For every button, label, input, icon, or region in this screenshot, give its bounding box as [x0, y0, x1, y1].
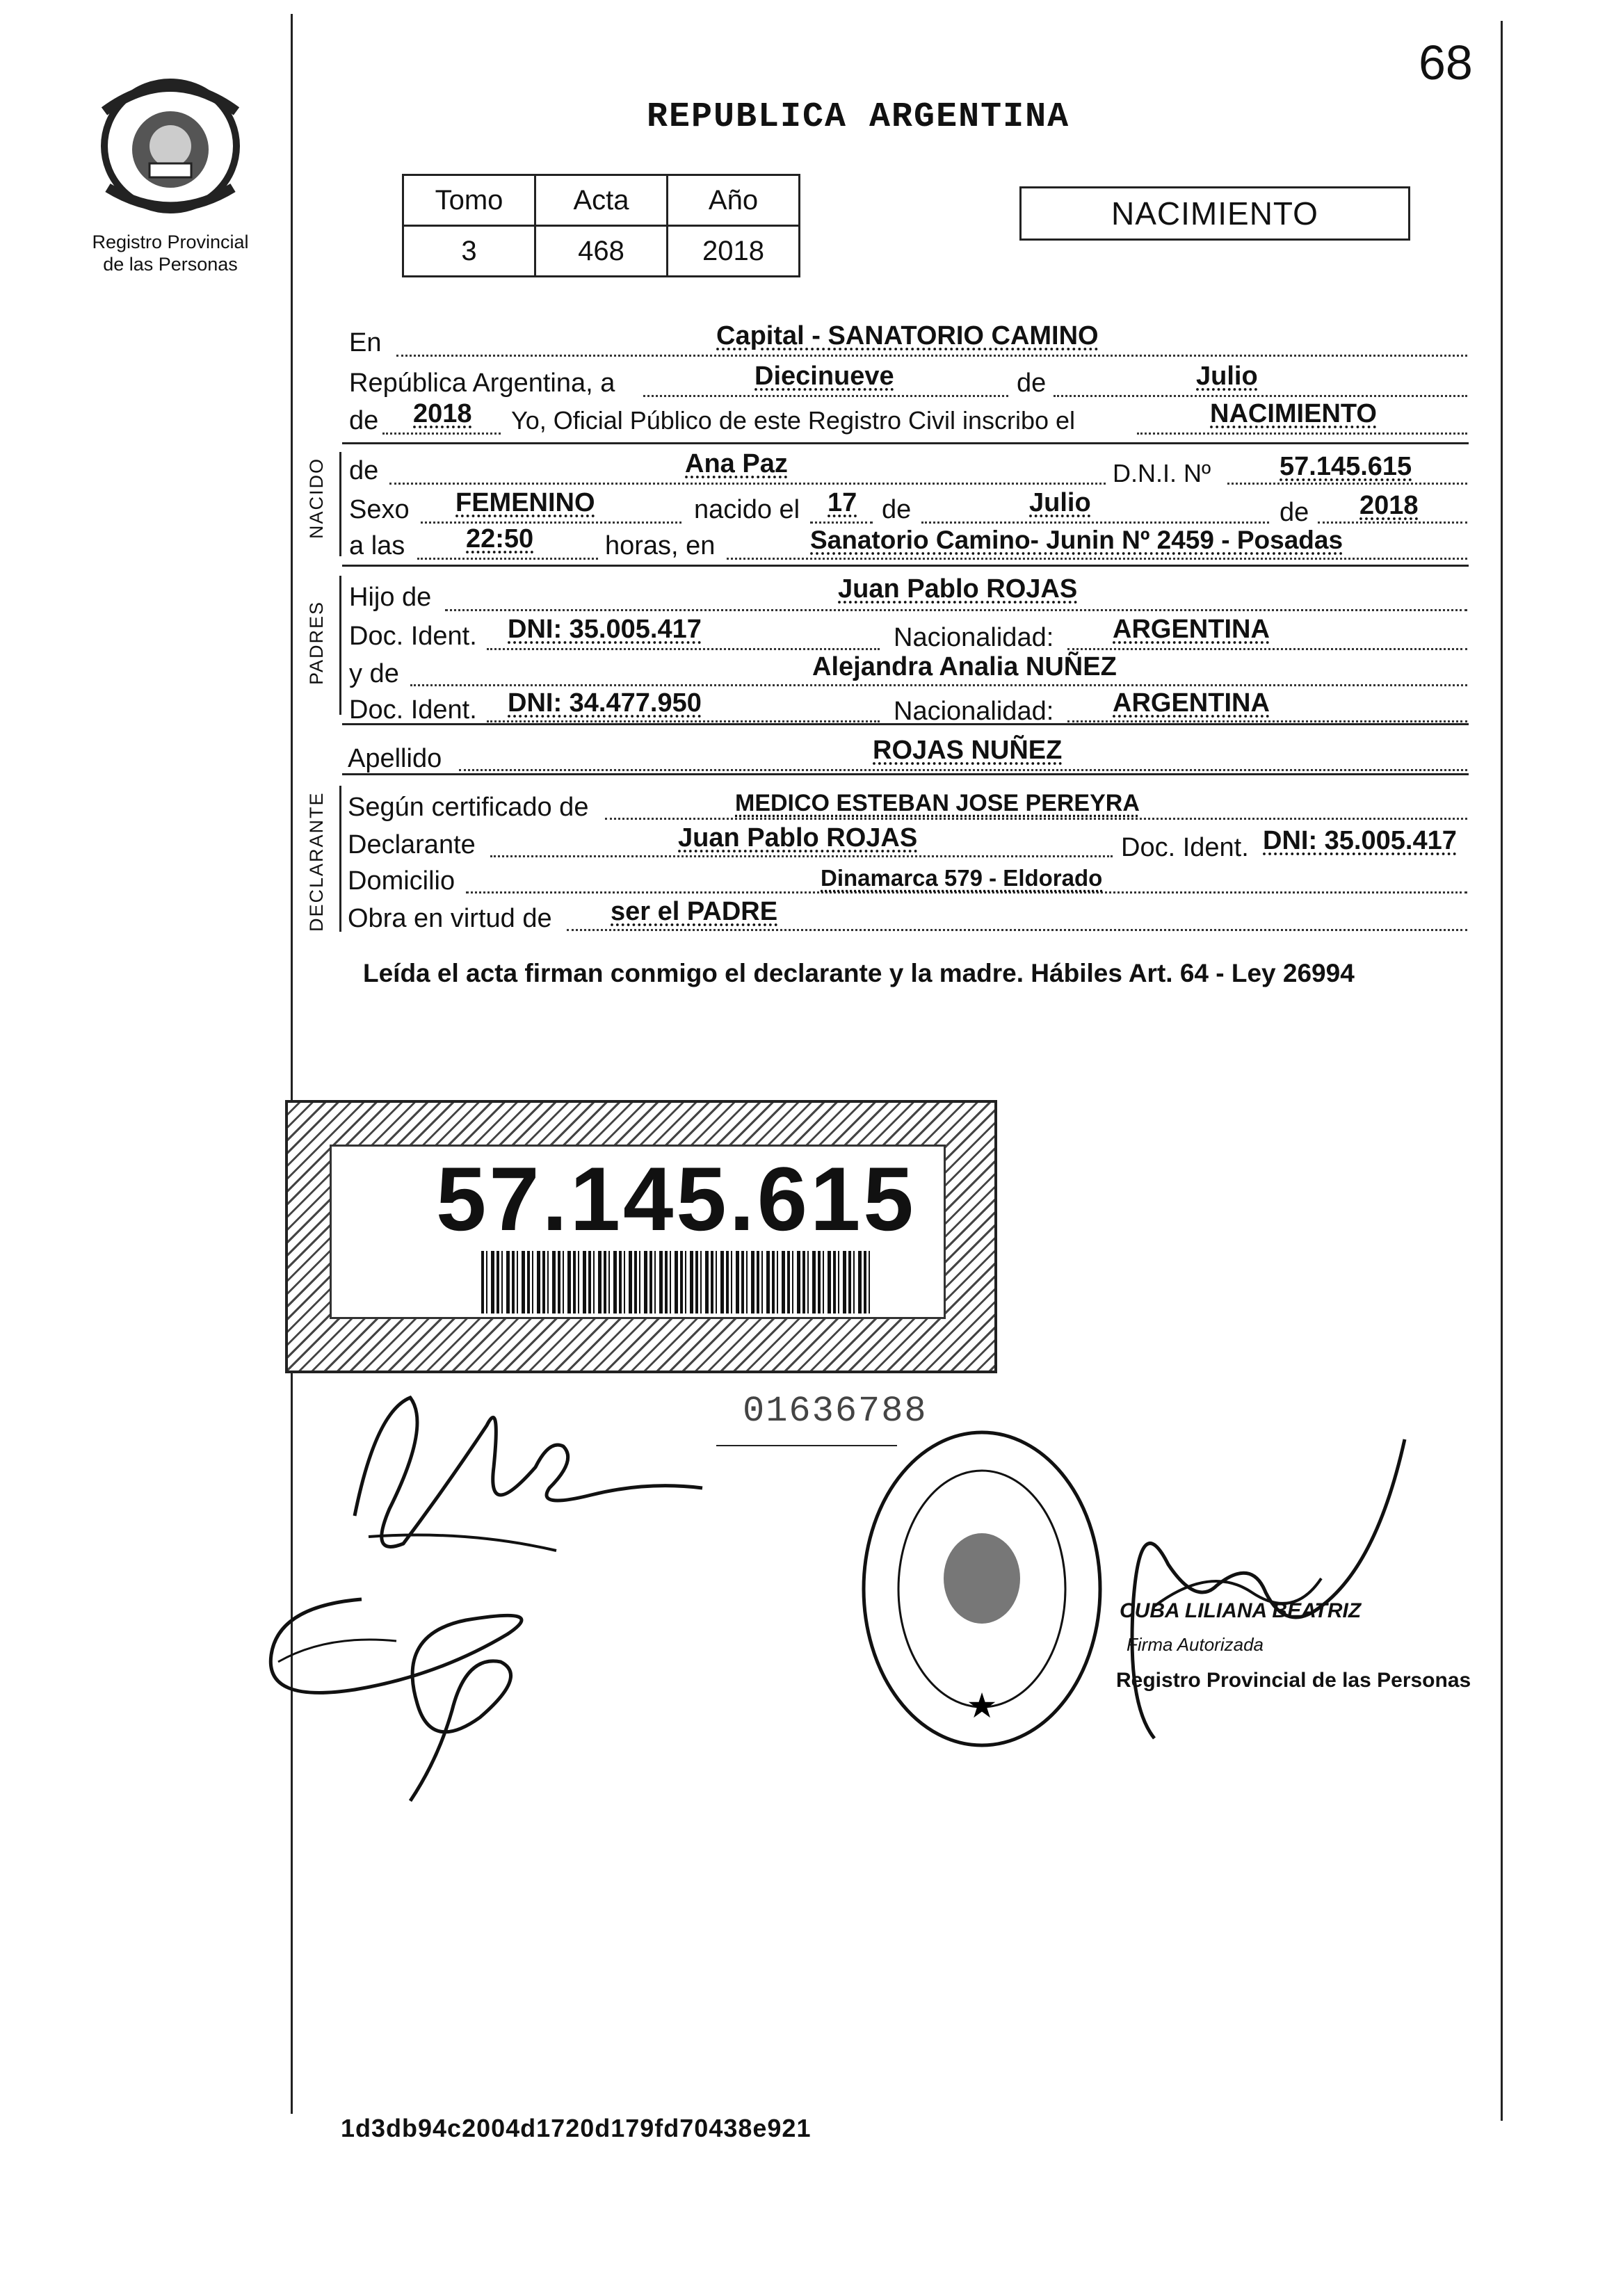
registry-label-line1: Registro Provincial	[92, 232, 249, 252]
section-label-nacido: NACIDO	[306, 457, 327, 539]
en-label: En	[349, 328, 382, 357]
section-label-padres: PADRES	[306, 600, 327, 685]
name-de-label: de	[349, 456, 379, 485]
dotted-leader	[605, 818, 1467, 820]
dni-sticker	[285, 1100, 997, 1373]
declarante-signature	[327, 1384, 716, 1585]
y-de-label: y de	[349, 659, 399, 688]
dotted-leader	[490, 855, 1113, 857]
apellido-value: ROJAS NUÑEZ	[873, 736, 1063, 765]
dotted-leader	[487, 720, 880, 722]
nacido-el-label: nacido el	[694, 495, 800, 524]
dotted-leader	[396, 355, 1467, 357]
dotted-leader	[445, 609, 1467, 611]
registry-label-line2: de las Personas	[103, 254, 238, 275]
dotted-leader	[810, 522, 873, 524]
place-value: Capital - SANATORIO CAMINO	[716, 321, 1099, 350]
hijo-de-label: Hijo de	[349, 583, 432, 612]
sexo-value: FEMENINO	[455, 488, 595, 517]
dotted-leader	[417, 558, 598, 560]
anio-value: 2018	[668, 226, 800, 277]
month-value: Julio	[1196, 362, 1258, 391]
year-value: 2018	[413, 399, 472, 428]
section-bracket	[339, 576, 341, 715]
birth-day-value: 17	[828, 488, 857, 517]
province-crest-logo	[90, 76, 250, 216]
anio-header: Año	[668, 175, 800, 226]
mother-doc-value: DNI: 34.477.950	[508, 688, 702, 718]
horas-label: horas, en	[605, 531, 716, 560]
dotted-leader	[466, 891, 1467, 894]
svg-text:★: ★	[966, 1685, 998, 1726]
obra-value: ser el PADRE	[611, 897, 778, 926]
mother-signature	[257, 1578, 619, 1808]
dni-label: D.N.I. Nº	[1113, 459, 1211, 487]
dotted-leader	[389, 483, 1106, 485]
dotted-leader	[487, 648, 880, 650]
day-value: Diecinueve	[754, 362, 894, 391]
inscribo-value: NACIMIENTO	[1210, 399, 1377, 428]
tomo-header: Tomo	[403, 175, 535, 226]
page-number: 68	[1419, 35, 1473, 90]
republica-label: República Argentina, a	[349, 369, 615, 398]
dni-sticker-inner	[330, 1145, 946, 1319]
month-de-label: de	[1017, 369, 1047, 398]
section-bracket	[339, 786, 341, 932]
dotted-leader	[1067, 720, 1467, 722]
mother-doc-label: Doc. Ident.	[349, 695, 477, 725]
sexo-label: Sexo	[349, 495, 410, 524]
acta-header: Acta	[535, 175, 668, 226]
closing-statement: Leída el acta firman conmigo el declarante y la madre. Hábiles Art. 64 - Ley 26994	[363, 959, 1355, 987]
mother-nationality-value: ARGENTINA	[1113, 688, 1270, 718]
declarante-value: Juan Pablo ROJAS	[678, 823, 918, 852]
mother-nationality-label: Nacionalidad:	[894, 697, 1054, 726]
registry-label	[70, 231, 271, 275]
officer-role: Firma Autorizada	[1127, 1634, 1264, 1655]
dotted-leader	[1227, 483, 1467, 485]
dni-sticker-number: 57.145.615	[436, 1148, 917, 1250]
barcode	[481, 1251, 871, 1313]
birth-year-value: 2018	[1359, 491, 1419, 520]
hour-value: 22:50	[466, 524, 534, 553]
yo-label: Yo, Oficial Público de este Registro Civil inscribo el	[511, 406, 1076, 435]
birth-year-de-label: de	[1280, 498, 1309, 527]
declarante-doc-label: Doc. Ident.	[1121, 833, 1249, 862]
year-de-label: de	[349, 406, 379, 435]
dotted-leader	[567, 929, 1467, 931]
dotted-leader	[382, 432, 501, 435]
birth-place-value: Sanatorio Camino- Junin Nº 2459 - Posadas	[810, 526, 1343, 554]
domicilio-value: Dinamarca 579 - Eldorado	[821, 865, 1103, 891]
section-separator	[342, 565, 1469, 567]
dotted-leader	[643, 395, 1008, 397]
apellido-label: Apellido	[348, 744, 442, 773]
declarante-label: Declarante	[348, 830, 476, 859]
child-dni-value: 57.145.615	[1280, 452, 1412, 481]
dotted-leader	[459, 769, 1467, 771]
section-label-declarante: DECLARANTE	[306, 791, 327, 932]
section-bracket	[339, 452, 341, 556]
declarante-doc-value: DNI: 35.005.417	[1263, 826, 1457, 855]
dotted-leader	[1054, 395, 1467, 397]
dotted-leader	[921, 522, 1269, 524]
serial-number: 01636788	[743, 1391, 928, 1432]
officer-name: CUBA LILIANA BEATRIZ	[1120, 1599, 1362, 1622]
dotted-leader	[1137, 432, 1467, 435]
officer-registry: Registro Provincial de las Personas	[1116, 1669, 1471, 1692]
birth-de-label: de	[882, 495, 912, 524]
domicilio-label: Domicilio	[348, 866, 455, 896]
document-hash: 1d3db94c2004d1720d179fd70438e921	[341, 2114, 812, 2142]
dotted-leader	[421, 522, 681, 524]
dotted-leader	[1318, 522, 1467, 524]
father-nationality-value: ARGENTINA	[1113, 615, 1270, 644]
father-nationality-label: Nacionalidad:	[894, 623, 1054, 652]
father-doc-value: DNI: 35.005.417	[508, 615, 702, 644]
right-margin-line	[1501, 21, 1503, 2121]
official-seal	[857, 1425, 1107, 1752]
section-separator	[342, 773, 1469, 775]
dotted-leader	[410, 684, 1467, 686]
child-name-value: Ana Paz	[685, 449, 788, 478]
tomo-value: 3	[403, 226, 535, 277]
mother-name-value: Alejandra Analia NUÑEZ	[812, 652, 1117, 681]
acta-value: 468	[535, 226, 668, 277]
record-type-box: NACIMIENTO	[1019, 186, 1410, 241]
dotted-leader	[727, 558, 1467, 560]
father-doc-label: Doc. Ident.	[349, 622, 477, 651]
father-name-value: Juan Pablo ROJAS	[838, 574, 1078, 604]
certificate-value: MEDICO ESTEBAN JOSE PEREYRA	[735, 790, 1140, 816]
obra-label: Obra en virtud de	[348, 904, 552, 933]
section-separator	[342, 442, 1469, 444]
segun-label: Según certificado de	[348, 793, 589, 822]
alas-label: a las	[349, 531, 405, 560]
tomo-acta-table	[402, 174, 800, 277]
document-title: REPUBLICA ARGENTINA	[647, 97, 1070, 137]
dotted-leader	[1067, 648, 1467, 650]
birth-month-value: Julio	[1029, 488, 1091, 517]
